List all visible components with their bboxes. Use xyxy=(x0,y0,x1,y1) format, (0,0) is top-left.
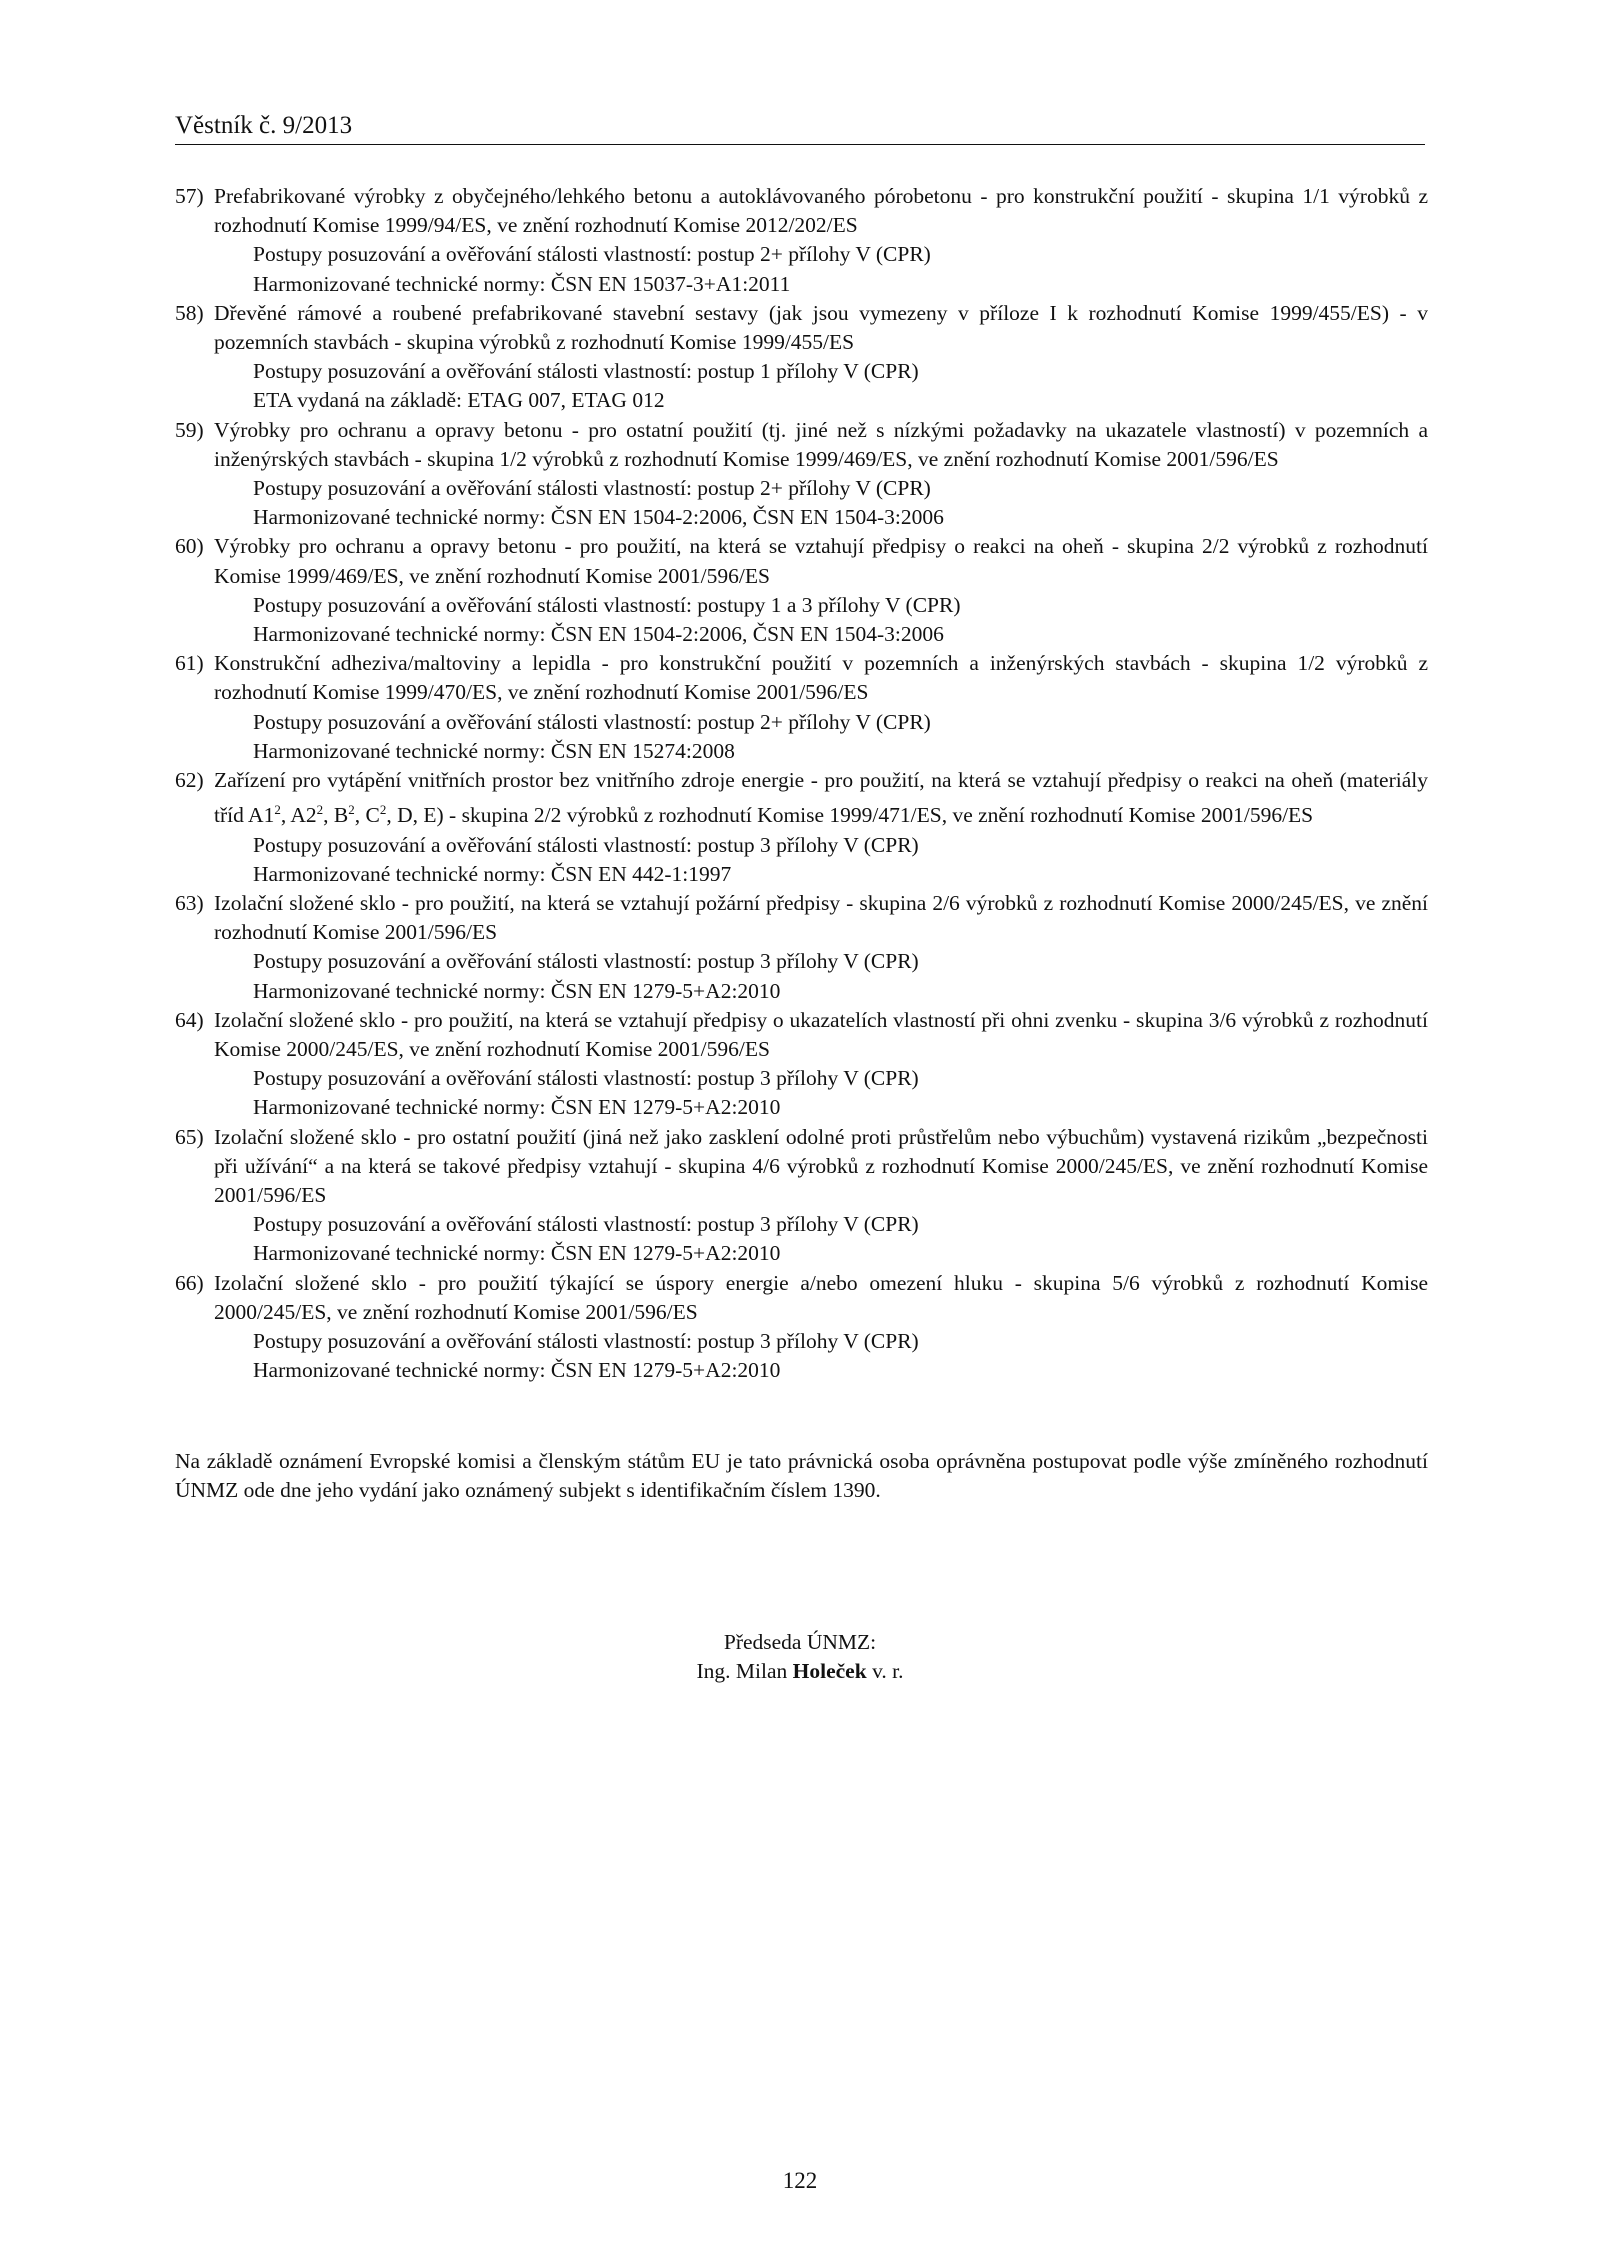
signatory-name xyxy=(0,1657,1600,1686)
item-number: 60) xyxy=(175,534,204,559)
item-description-text: Izolační složené sklo - pro použití týkající se úspory energie a/nebo omezení hluku - skupina 5/6 výrobků z rozhodnutí Komise 2000/245/ES, ve znění rozhodnutí Komise 2001/596/ES xyxy=(214,1270,1428,1324)
item-detail-line: Harmonizované technické normy: ČSN EN 1279-5+A2:2010 xyxy=(253,1095,781,1120)
list-item xyxy=(175,1269,1428,1386)
item-detail-line: Harmonizované technické normy: ČSN EN 1279-5+A2:2010 xyxy=(253,978,781,1003)
item-description-text: Prefabrikované výrobky z obyčejného/lehkého betonu a autoklávovaného pórobetonu - pro konstrukční použití - skupina 1/1 výrobků z rozhodnutí Komise 1999/94/ES, ve znění rozhodnutí Komise 2012/202/ES xyxy=(214,184,1428,238)
item-description-text: Výrobky pro ochranu a opravy betonu - pro použití, na která se vztahují předpisy o reakci na oheň - skupina 2/2 výrobků z rozhodnutí Komise 1999/469/ES, ve znění rozhodnutí Komise 2001/596/ES xyxy=(214,534,1428,588)
item-detail-line: Harmonizované technické normy: ČSN EN 1504-2:2006, ČSN EN 1504-3:2006 xyxy=(253,505,944,530)
item-number: 61) xyxy=(175,651,204,676)
item-number: 64) xyxy=(175,1007,204,1032)
item-description xyxy=(214,299,1428,357)
item-description-text: Izolační složené sklo - pro ostatní použití (jiná než jako zasklení odolné proti průstřelům nebo výbuchům) vystavená rizikům „bezpečnosti při užívání“ a na která se takové předpisy vztahují - skupina 4/6 výrobků z rozhodnutí Komise 2000/245/ES, ve znění rozhodnutí Komise 2001/596/ES xyxy=(214,1124,1428,1208)
item-detail-line: Postupy posuzování a ověřování stálosti vlastností: postup 3 přílohy V (CPR) xyxy=(253,949,919,974)
item-number: 65) xyxy=(175,1124,204,1149)
item-detail-line: Postupy posuzování a ověřování stálosti vlastností: postup 3 přílohy V (CPR) xyxy=(253,832,919,857)
superscript: 2 xyxy=(316,802,324,818)
list-item xyxy=(175,416,1428,533)
signature-block xyxy=(0,1628,1600,1686)
item-description xyxy=(214,416,1428,474)
page-number: 122 xyxy=(782,2168,818,2193)
header-title: Věstník č. 9/2013 xyxy=(175,112,353,139)
list-item xyxy=(175,766,1428,889)
item-number: 58) xyxy=(175,300,204,325)
item-description xyxy=(214,1123,1428,1211)
item-description-text: , A2 xyxy=(280,803,317,828)
page-header xyxy=(175,110,1425,145)
item-description-text: , D, E) - skupina 2/2 výrobků z rozhodnutí Komise 1999/471/ES, ve znění rozhodnutí Komise 2001/596/ES xyxy=(386,803,1314,828)
item-description xyxy=(214,1269,1428,1327)
item-description xyxy=(214,889,1428,947)
item-detail-line: Harmonizované technické normy: ČSN EN 1279-5+A2:2010 xyxy=(253,1241,781,1266)
item-detail-line: Harmonizované technické normy: ČSN EN 15274:2008 xyxy=(253,738,735,763)
item-description-text: Zařízení pro vytápění vnitřních prostor bez vnitřního zdroje energie - pro použití, na která se vztahují předpisy o reakci na oheň (materiály tříd A1 xyxy=(214,768,1428,828)
item-description xyxy=(214,649,1428,707)
list-item xyxy=(175,299,1428,416)
item-description-text: Dřevěné rámové a roubené prefabrikované stavební sestavy (jak jsou vymezeny v příloze I k rozhodnutí Komise 1999/455/ES) - v pozemních stavbách - skupina výrobků z rozhodnutí Komise 1999/455/ES xyxy=(214,300,1428,355)
product-list xyxy=(175,182,1428,1385)
item-description xyxy=(214,1006,1428,1064)
item-detail-line: Postupy posuzování a ověřování stálosti vlastností: postup 2+ přílohy V (CPR) xyxy=(253,242,931,267)
closing-paragraph: Na základě oznámení Evropské komisi a členským státům EU je tato právnická osoba oprávněna postupovat podle výše zmíněného rozhodnutí ÚNMZ ode dne jeho vydání jako oznámený subjekt s identifikačním číslem 1390. xyxy=(175,1449,1428,1503)
item-description xyxy=(214,766,1428,831)
item-description xyxy=(214,182,1428,240)
item-number: 59) xyxy=(175,417,204,442)
item-detail-line: Postupy posuzování a ověřování stálosti vlastností: postup 1 přílohy V (CPR) xyxy=(253,359,919,384)
list-item xyxy=(175,649,1428,766)
item-detail-line: Postupy posuzování a ověřování stálosti vlastností: postup 3 přílohy V (CPR) xyxy=(253,1329,919,1354)
signatory-name-suffix: v. r. xyxy=(866,1659,904,1684)
item-detail-line: Harmonizované technické normy: ČSN EN 1504-2:2006, ČSN EN 1504-3:2006 xyxy=(253,622,944,647)
list-item xyxy=(175,1123,1428,1269)
item-detail-line: Postupy posuzování a ověřování stálosti vlastností: postup 3 přílohy V (CPR) xyxy=(253,1212,919,1237)
list-item xyxy=(175,889,1428,1006)
superscript: 2 xyxy=(379,802,387,818)
list-item xyxy=(175,1006,1428,1123)
item-number: 66) xyxy=(175,1270,204,1295)
item-detail-line: Postupy posuzování a ověřování stálosti vlastností: postup 3 přílohy V (CPR) xyxy=(253,1066,919,1091)
list-item xyxy=(175,182,1428,299)
item-detail-line: Postupy posuzování a ověřování stálosti vlastností: postupy 1 a 3 přílohy V (CPR) xyxy=(253,592,961,617)
item-detail-line: Harmonizované technické normy: ČSN EN 15037-3+A1:2011 xyxy=(253,271,791,296)
item-detail-line: ETA vydaná na základě: ETAG 007, ETAG 012 xyxy=(253,388,665,413)
superscript: 2 xyxy=(348,802,355,818)
item-number: 62) xyxy=(175,768,204,793)
item-number: 63) xyxy=(175,891,204,916)
item-detail-line: Harmonizované technické normy: ČSN EN 1279-5+A2:2010 xyxy=(253,1358,781,1383)
superscript: 2 xyxy=(274,802,281,818)
signatory-role: Předseda ÚNMZ: xyxy=(723,1630,877,1654)
signatory-name-prefix: Ing. Milan xyxy=(696,1659,793,1684)
item-description-text: Výrobky pro ochranu a opravy betonu - pro ostatní použití (tj. jiné než s nízkými požadavky na ukazatele vlastností) v pozemních a inženýrských stavbách - skupina 1/2 výrobků z rozhodnutí Komise 1999/469/ES, ve znění rozhodnutí Komise 2001/596/ES xyxy=(214,417,1428,471)
item-detail-line: Harmonizované technické normy: ČSN EN 442-1:1997 xyxy=(253,861,732,886)
list-item xyxy=(175,532,1428,649)
signatory-surname: Holeček xyxy=(792,1659,867,1684)
item-description-text: , B xyxy=(323,803,349,828)
item-description-text: , C xyxy=(354,803,380,828)
item-description xyxy=(214,532,1428,590)
item-description-text: Izolační složené sklo - pro použití, na která se vztahují předpisy o ukazatelích vlastností při ohni zvenku - skupina 3/6 výrobků z rozhodnutí Komise 2000/245/ES, ve znění rozhodnutí Komise 2001/596/ES xyxy=(214,1007,1428,1062)
item-detail-line: Postupy posuzování a ověřování stálosti vlastností: postup 2+ přílohy V (CPR) xyxy=(253,476,931,501)
item-description-text: Konstrukční adheziva/maltoviny a lepidla - pro konstrukční použití v pozemních a inženýrských stavbách - skupina 1/2 výrobků z rozhodnutí Komise 1999/470/ES, ve znění rozhodnutí Komise 2001/596/ES xyxy=(214,651,1428,705)
item-detail-line: Postupy posuzování a ověřování stálosti vlastností: postup 2+ přílohy V (CPR) xyxy=(253,709,931,734)
item-description-text: Izolační složené sklo - pro použití, na která se vztahují požární předpisy - skupina 2/6 výrobků z rozhodnutí Komise 2000/245/ES, ve znění rozhodnutí Komise 2001/596/ES xyxy=(214,891,1428,945)
item-number: 57) xyxy=(175,184,204,208)
